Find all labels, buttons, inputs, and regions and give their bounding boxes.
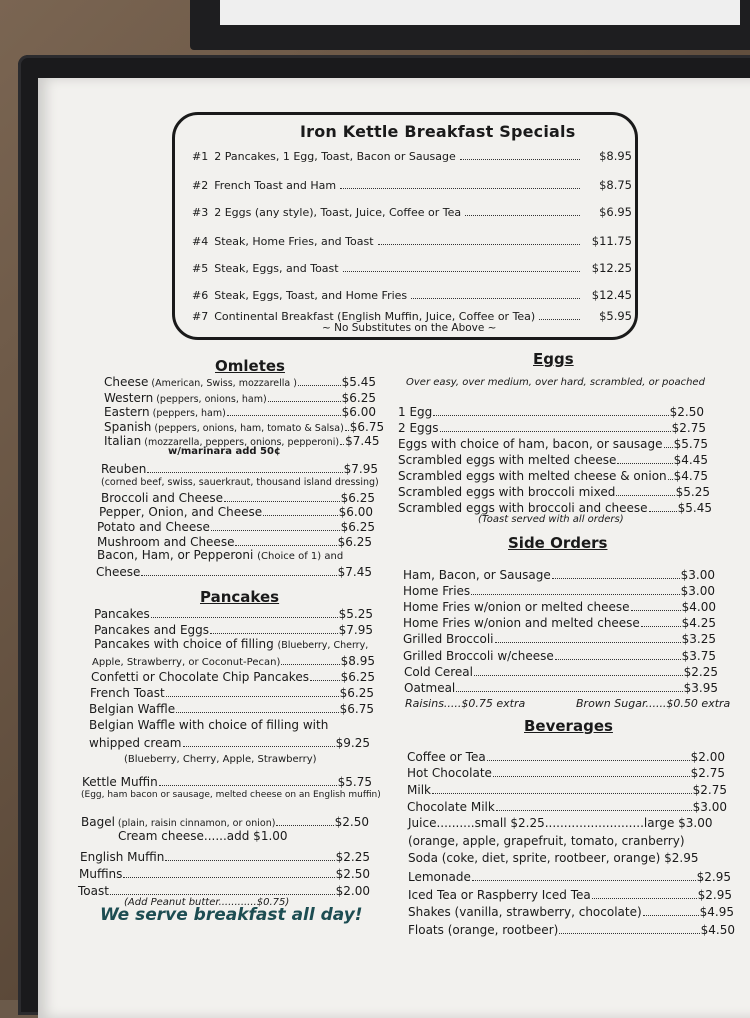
item-label: Lemonade <box>408 870 471 884</box>
item-label: Milk <box>407 783 431 797</box>
side-orders-title: Side Orders <box>508 534 608 552</box>
waffle-line: Belgian Waffle with choice of filling with <box>89 718 329 732</box>
special-price: $11.75 <box>591 234 632 248</box>
item-price: $6.25 <box>341 391 376 405</box>
menu-item <box>92 652 375 668</box>
item-price: $4.50 <box>700 923 735 937</box>
item-price: $7.95 <box>338 623 373 637</box>
special-price: $6.95 <box>599 205 632 219</box>
menu-item <box>398 499 712 515</box>
leader-dots <box>552 578 680 579</box>
item-label: Pepper, Onion, and Cheese <box>99 505 263 519</box>
leader-dots <box>643 915 699 916</box>
menu-item <box>407 764 725 780</box>
leader-dots <box>176 712 339 713</box>
menu-item <box>407 748 725 764</box>
leader-dots <box>495 642 681 643</box>
juice-flavors: (orange, apple, grapefruit, tomato, cranberry) <box>408 834 685 848</box>
item-label: Home Fries w/onion or melted cheese <box>403 600 630 614</box>
item-label: Scrambled eggs with melted cheese <box>398 453 617 467</box>
item-price: $2.25 <box>683 665 718 679</box>
item-label: 2 Eggs <box>398 421 439 435</box>
menu-item <box>89 700 374 716</box>
item-price: $4.00 <box>681 600 716 614</box>
menu-item <box>407 798 727 814</box>
kettle-muffin-note: (Egg, ham bacon or sausage, melted cheese on an English muffin) <box>81 790 381 800</box>
menu-item <box>408 868 731 884</box>
item-label: Cheese <box>96 565 141 579</box>
special-label: Steak, Home Fries, and Toast <box>214 235 374 248</box>
pancakes-title: Pancakes <box>200 588 280 606</box>
item-price: $7.95 <box>343 462 378 476</box>
leader-dots <box>592 898 697 899</box>
menu-item <box>99 503 373 519</box>
reuben-note: (corned beef, swiss, sauerkraut, thousand island dressing) <box>101 477 379 488</box>
special-number: #3 <box>192 206 209 219</box>
menu-item <box>403 582 715 598</box>
leader-dots <box>147 472 342 473</box>
special-price: $8.75 <box>599 178 632 192</box>
item-label: Belgian Waffle <box>89 702 176 716</box>
item-price: $5.25 <box>338 607 373 621</box>
leader-dots <box>159 785 337 786</box>
menu-item <box>104 373 376 389</box>
menu-item <box>398 435 708 451</box>
item-label: Coffee or Tea <box>407 750 486 764</box>
leader-dots <box>432 793 692 794</box>
special-row <box>192 305 632 323</box>
leader-dots <box>343 271 580 272</box>
item-price: $5.75 <box>337 775 372 789</box>
item-label: Chocolate Milk <box>407 800 495 814</box>
filling-line-label: Pancakes with choice of filling <box>94 637 274 651</box>
item-price: $3.75 <box>681 649 716 663</box>
menu-item <box>89 734 370 750</box>
item-label: Floats (orange, rootbeer) <box>408 923 559 937</box>
item-label: Confetti or Chocolate Chip Pancakes <box>91 670 309 684</box>
item-price: $6.00 <box>341 405 376 419</box>
item-price: $2.50 <box>335 867 370 881</box>
item-label: Potato and Cheese <box>97 520 210 534</box>
italian-note: w/marinara add 50¢ <box>168 446 281 457</box>
special-row <box>192 230 632 248</box>
special-label: French Toast and Ham <box>214 179 337 192</box>
special-row <box>192 201 632 219</box>
item-label: Reuben <box>101 462 147 476</box>
special-number: #1 <box>192 150 209 163</box>
bacon-line <box>97 548 343 562</box>
item-label: Broccoli and Cheese <box>101 491 224 505</box>
item-price: $3.25 <box>681 632 716 646</box>
item-price: $4.95 <box>699 905 734 919</box>
item-label: whipped cream <box>89 736 182 750</box>
soda-line: Soda (coke, diet, sprite, rootbeer, orange) $2.95 <box>408 851 699 865</box>
item-price: $3.00 <box>692 800 727 814</box>
special-row <box>192 145 632 163</box>
item-price: $2.75 <box>690 766 725 780</box>
all-day-slogan: We serve breakfast all day! <box>100 905 363 925</box>
item-label: Cold Cereal <box>404 665 473 679</box>
item-price: $7.45 <box>345 434 380 448</box>
leader-dots <box>617 463 672 464</box>
leader-dots <box>310 680 340 681</box>
leader-dots <box>165 860 334 861</box>
item-price: $6.75 <box>339 702 374 716</box>
item-label: Western <box>104 391 154 405</box>
leader-dots <box>559 933 699 934</box>
leader-dots <box>141 575 336 576</box>
item-price: $2.25 <box>335 850 370 864</box>
leader-dots <box>340 444 344 445</box>
menu-item <box>398 451 708 467</box>
item-label: English Muffin <box>80 850 165 864</box>
leader-dots <box>465 215 580 216</box>
menu-item <box>97 533 372 549</box>
item-label: Eggs with choice of ham, bacon, or sausage <box>398 437 663 451</box>
menu-item <box>408 921 735 937</box>
leader-dots <box>664 447 673 448</box>
leader-dots <box>641 626 681 627</box>
leader-dots <box>493 776 690 777</box>
menu-item <box>403 647 716 663</box>
item-label: Scrambled eggs with broccoli and cheese <box>398 501 648 515</box>
leader-dots <box>631 610 681 611</box>
item-price: $5.45 <box>677 501 712 515</box>
item-price: $2.75 <box>671 421 706 435</box>
menu-item <box>90 684 374 700</box>
leader-dots <box>487 760 690 761</box>
leader-dots <box>340 188 580 189</box>
leader-dots <box>496 810 692 811</box>
item-label: Iced Tea or Raspberry Iced Tea <box>408 888 591 902</box>
menu-item <box>398 419 706 435</box>
menu-item <box>94 621 373 637</box>
special-number: #6 <box>192 289 209 302</box>
item-label: Shakes (vanilla, strawberry, chocolate) <box>408 905 642 919</box>
item-price: $5.45 <box>341 375 376 389</box>
menu-item <box>398 467 708 483</box>
item-price: $5.75 <box>673 437 708 451</box>
leader-dots <box>183 746 335 747</box>
item-label: Bagel <box>81 815 115 829</box>
leader-dots <box>472 880 696 881</box>
item-label: Hot Chocolate <box>407 766 492 780</box>
filling-line <box>94 637 368 651</box>
menu-item <box>81 813 369 829</box>
leader-dots <box>616 495 674 496</box>
leader-dots <box>235 545 336 546</box>
item-price: $6.75 <box>349 420 385 434</box>
item-price: $2.50 <box>669 405 704 419</box>
item-label: French Toast <box>90 686 165 700</box>
menu-item <box>408 886 732 902</box>
item-price: $5.25 <box>675 485 710 499</box>
item-price: $4.45 <box>673 453 708 467</box>
menu-item <box>408 903 734 919</box>
item-price: $6.25 <box>339 686 374 700</box>
leader-dots <box>460 159 580 160</box>
item-desc: (American, Swiss, mozzarella ) <box>151 378 297 389</box>
item-label: Oatmeal <box>404 681 456 695</box>
leader-dots <box>227 415 341 416</box>
item-price: $2.00 <box>335 884 370 898</box>
item-label: Spanish <box>104 420 152 434</box>
item-label: Grilled Broccoli w/cheese <box>403 649 554 663</box>
item-price: $2.95 <box>697 888 732 902</box>
special-label: Steak, Eggs, Toast, and Home Fries <box>214 289 408 302</box>
menu-item <box>79 865 370 881</box>
menu-item <box>403 614 716 630</box>
item-label: Muffins <box>79 867 123 881</box>
special-price: $12.45 <box>591 288 632 302</box>
menu-item <box>403 598 716 614</box>
menu-item <box>404 663 718 679</box>
item-desc: (mozzarella, peppers, onions, pepperoni) <box>144 437 340 448</box>
leader-dots <box>474 675 683 676</box>
special-row <box>192 257 632 275</box>
menu-item <box>101 460 378 476</box>
special-price: $8.95 <box>599 149 632 163</box>
item-label: Pancakes and Eggs <box>94 623 210 637</box>
item-label: Italian <box>104 434 142 448</box>
leader-dots <box>456 691 682 692</box>
leader-dots <box>123 877 334 878</box>
menu-item <box>104 403 376 419</box>
item-label: Mushroom and Cheese <box>97 535 235 549</box>
menu-item <box>82 773 372 789</box>
special-number: #5 <box>192 262 209 275</box>
special-label: Continental Breakfast (English Muffin, Juice, Coffee or Tea) <box>214 310 536 323</box>
item-price: $4.75 <box>673 469 708 483</box>
menu-item <box>398 403 704 419</box>
special-label: Steak, Eggs, and Toast <box>214 262 339 275</box>
item-desc: (peppers, onions, ham, tomato & Salsa) <box>154 423 344 434</box>
item-price: $6.25 <box>340 520 375 534</box>
special-row <box>192 174 632 192</box>
omletes-title: Omletes <box>215 357 285 375</box>
leader-dots <box>263 515 338 516</box>
menu-item <box>403 566 715 582</box>
waffle-note: (Blueberry, Cherry, Apple, Strawberry) <box>124 754 317 765</box>
beverages-title: Beverages <box>524 717 613 735</box>
leader-dots <box>166 696 339 697</box>
filling-line-desc: (Blueberry, Cherry, <box>277 640 369 651</box>
item-label: Toast <box>78 884 109 898</box>
leader-dots <box>471 594 679 595</box>
specials-title: Iron Kettle Breakfast Specials <box>300 122 576 141</box>
menu-item <box>78 882 370 898</box>
leader-dots <box>345 430 349 431</box>
special-number: #7 <box>192 310 209 323</box>
item-price: $6.25 <box>337 535 372 549</box>
item-price: $3.95 <box>683 681 718 695</box>
item-label: Grilled Broccoli <box>403 632 494 646</box>
special-label: 2 Eggs (any style), Toast, Juice, Coffee or Tea <box>214 206 462 219</box>
menu-item <box>96 563 372 579</box>
item-price: $2.00 <box>690 750 725 764</box>
item-desc: (plain, raisin cinnamon, or onion) <box>117 818 276 829</box>
cream-cheese-note: Cream cheese......add $1.00 <box>118 829 288 843</box>
juice-line: Juice..........small $2.25..........................large $3.00 <box>408 816 713 830</box>
item-desc: (peppers, ham) <box>152 408 226 419</box>
item-price: $2.50 <box>334 815 369 829</box>
toast-note: (Toast served with all orders) <box>478 514 624 525</box>
special-price: $5.95 <box>599 309 632 323</box>
leader-dots <box>281 664 339 665</box>
special-label: 2 Pancakes, 1 Egg, Toast, Bacon or Sausage <box>214 150 456 163</box>
item-price: $9.25 <box>335 736 370 750</box>
raisins-extra: Raisins.....$0.75 extra <box>405 697 526 710</box>
item-price: $2.95 <box>696 870 731 884</box>
leader-dots <box>151 617 338 618</box>
item-label: Scrambled eggs with melted cheese & onion <box>398 469 667 483</box>
item-label: Pancakes <box>94 607 150 621</box>
special-number: #2 <box>192 179 209 192</box>
menu-item <box>91 668 375 684</box>
item-label: Home Fries <box>403 584 471 598</box>
leader-dots <box>276 825 333 826</box>
item-label: Apple, Strawberry, or Coconut-Pecan) <box>92 657 281 668</box>
leader-dots <box>378 244 580 245</box>
leader-dots <box>433 415 668 416</box>
leader-dots <box>411 298 580 299</box>
leader-dots <box>110 894 335 895</box>
menu-item <box>80 848 370 864</box>
leader-dots <box>211 530 340 531</box>
item-price: $8.95 <box>340 654 375 668</box>
special-number: #4 <box>192 235 209 248</box>
item-label: Ham, Bacon, or Sausage <box>403 568 551 582</box>
specials-note: ~ No Substitutes on the Above ~ <box>322 322 497 334</box>
peanut-butter-note: (Add Peanut butter............$0.75) <box>124 897 290 908</box>
item-price: $6.25 <box>340 491 375 505</box>
special-row <box>192 284 632 302</box>
eggs-title: Eggs <box>533 350 574 368</box>
leader-dots <box>539 319 580 320</box>
leader-dots <box>440 431 671 432</box>
item-price: $7.45 <box>337 565 372 579</box>
leader-dots <box>268 401 341 402</box>
menu-item <box>398 483 710 499</box>
bacon-line-label: Bacon, Ham, or Pepperoni <box>97 548 254 562</box>
leader-dots <box>298 385 341 386</box>
bacon-line-desc: (Choice of 1) and <box>257 551 344 562</box>
menu-item <box>404 679 718 695</box>
leader-dots <box>668 479 673 480</box>
item-price: $6.25 <box>340 670 375 684</box>
item-price: $3.00 <box>680 568 715 582</box>
brown-sugar-extra: Brown Sugar......$0.50 extra <box>576 697 731 710</box>
leader-dots <box>210 633 338 634</box>
item-label: Eastern <box>104 405 150 419</box>
item-label: Scrambled eggs with broccoli mixed <box>398 485 616 499</box>
leader-dots <box>224 501 340 502</box>
special-price: $12.25 <box>591 261 632 275</box>
item-label: Kettle Muffin <box>82 775 158 789</box>
item-desc: (peppers, onions, ham) <box>156 394 267 405</box>
menu-item <box>407 781 727 797</box>
egg-styles: Over easy, over medium, over hard, scrambled, or poached <box>406 377 705 388</box>
item-price: $3.00 <box>680 584 715 598</box>
item-label: Home Fries w/onion and melted cheese <box>403 616 640 630</box>
menu-item <box>403 630 716 646</box>
item-label: 1 Egg <box>398 405 433 419</box>
item-price: $6.00 <box>338 505 373 519</box>
menu-item <box>97 518 375 534</box>
item-price: $4.25 <box>681 616 716 630</box>
leader-dots <box>649 511 677 512</box>
leader-dots <box>555 659 681 660</box>
item-price: $2.75 <box>692 783 727 797</box>
menu-item <box>94 605 373 621</box>
item-label: Cheese <box>104 375 149 389</box>
